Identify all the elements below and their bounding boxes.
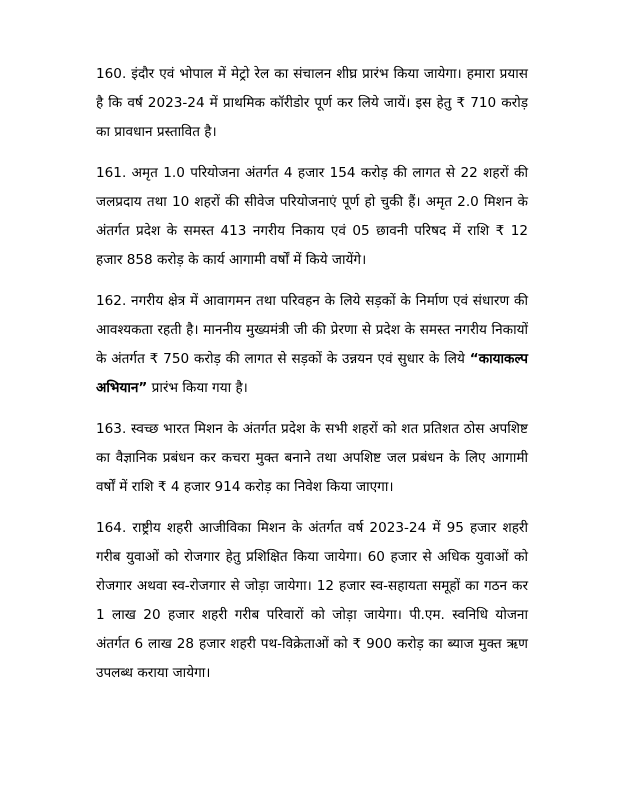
paragraph-161: [96, 159, 528, 275]
paragraph-160-text: 160. इंदौर एवं भोपाल में मेट्रो रेल का संचालन शीघ्र प्रारंभ किया जायेगा। हमारा प्रयास है कि वर्ष 2023-24 में प्राथमिक कॉरीडोर पूर्ण कर लिये जायें। इस हेतु ₹ 710 करोड़ का प्रावधान प्रस्तावित है।: [96, 66, 528, 140]
paragraph-162-text: 162. नगरीय क्षेत्र में आवागमन तथा परिवहन के लिये सड़कों के निर्माण एवं संधारण की आवश्यकता रहती है। माननीय मुख्यमंत्री जी की प्रेरणा से प्रदेश के समस्त नगरीय निकायों के अंतर्गत ₹ 750 करोड़ की लागत से सड़कों के उन्नयन एवं सुधार के लिये: [96, 293, 528, 367]
paragraph-163: [96, 415, 528, 502]
paragraph-161-text: 161. अमृत 1.0 परियोजना अंतर्गत 4 हजार 154 करोड़ की लागत से 22 शहरों की जलप्रदाय तथा 10 शहरों की सीवेज परियोजनाएं पूर्ण हो चुकी हैं। अमृत 2.0 मिशन के अंतर्गत प्रदेश के समस्त 413 नगरीय निकाय एवं 05 छावनी परिषद में राशि ₹ 12 हजार 858 करोड़ के कार्य आगामी वर्षों में किये जायेंगे।: [96, 165, 528, 268]
paragraph-163-text: 163. स्वच्छ भारत मिशन के अंतर्गत प्रदेश के सभी शहरों को शत प्रतिशत ठोस अपशिष्ट का वैज्ञानिक प्रबंधन कर कचरा मुक्त बनाने तथा अपशिष्ट जल प्रबंधन के लिए आगामी वर्षों में राशि ₹ 4 हजार 914 करोड़ का निवेश किया जाएगा।: [96, 421, 528, 495]
paragraph-164: [96, 514, 528, 688]
paragraph-164-text: 164. राष्ट्रीय शहरी आजीविका मिशन के अंतर्गत वर्ष 2023-24 में 95 हजार शहरी गरीब युवाओं को रोजगार हेतु प्रशिक्षित किया जायेगा। 60 हजार से अधिक युवाओं को रोजगार अथवा स्व-रोजगार से जोड़ा जायेगा। 12 हजार स्व-सहायता समूहों का गठन कर 1 लाख 20 हजार शहरी गरीब परिवारों को जोड़ा जायेगा। पी.एम. स्वनिधि योजना अंतर्गत 6 लाख 28 हजार शहरी पथ-विक्रेताओं को ₹ 900 करोड़ का ब्याज मुक्त ऋण उपलब्ध कराया जायेगा।: [96, 520, 528, 681]
paragraph-160: [96, 60, 528, 147]
kayakalp-abhiyan-bold: “कायाकल्प अभियान”: [96, 351, 528, 396]
paragraph-162-text-end: प्रारंभ किया गया है।: [147, 380, 248, 396]
paragraph-162: [96, 287, 528, 403]
document-body: [96, 60, 528, 700]
